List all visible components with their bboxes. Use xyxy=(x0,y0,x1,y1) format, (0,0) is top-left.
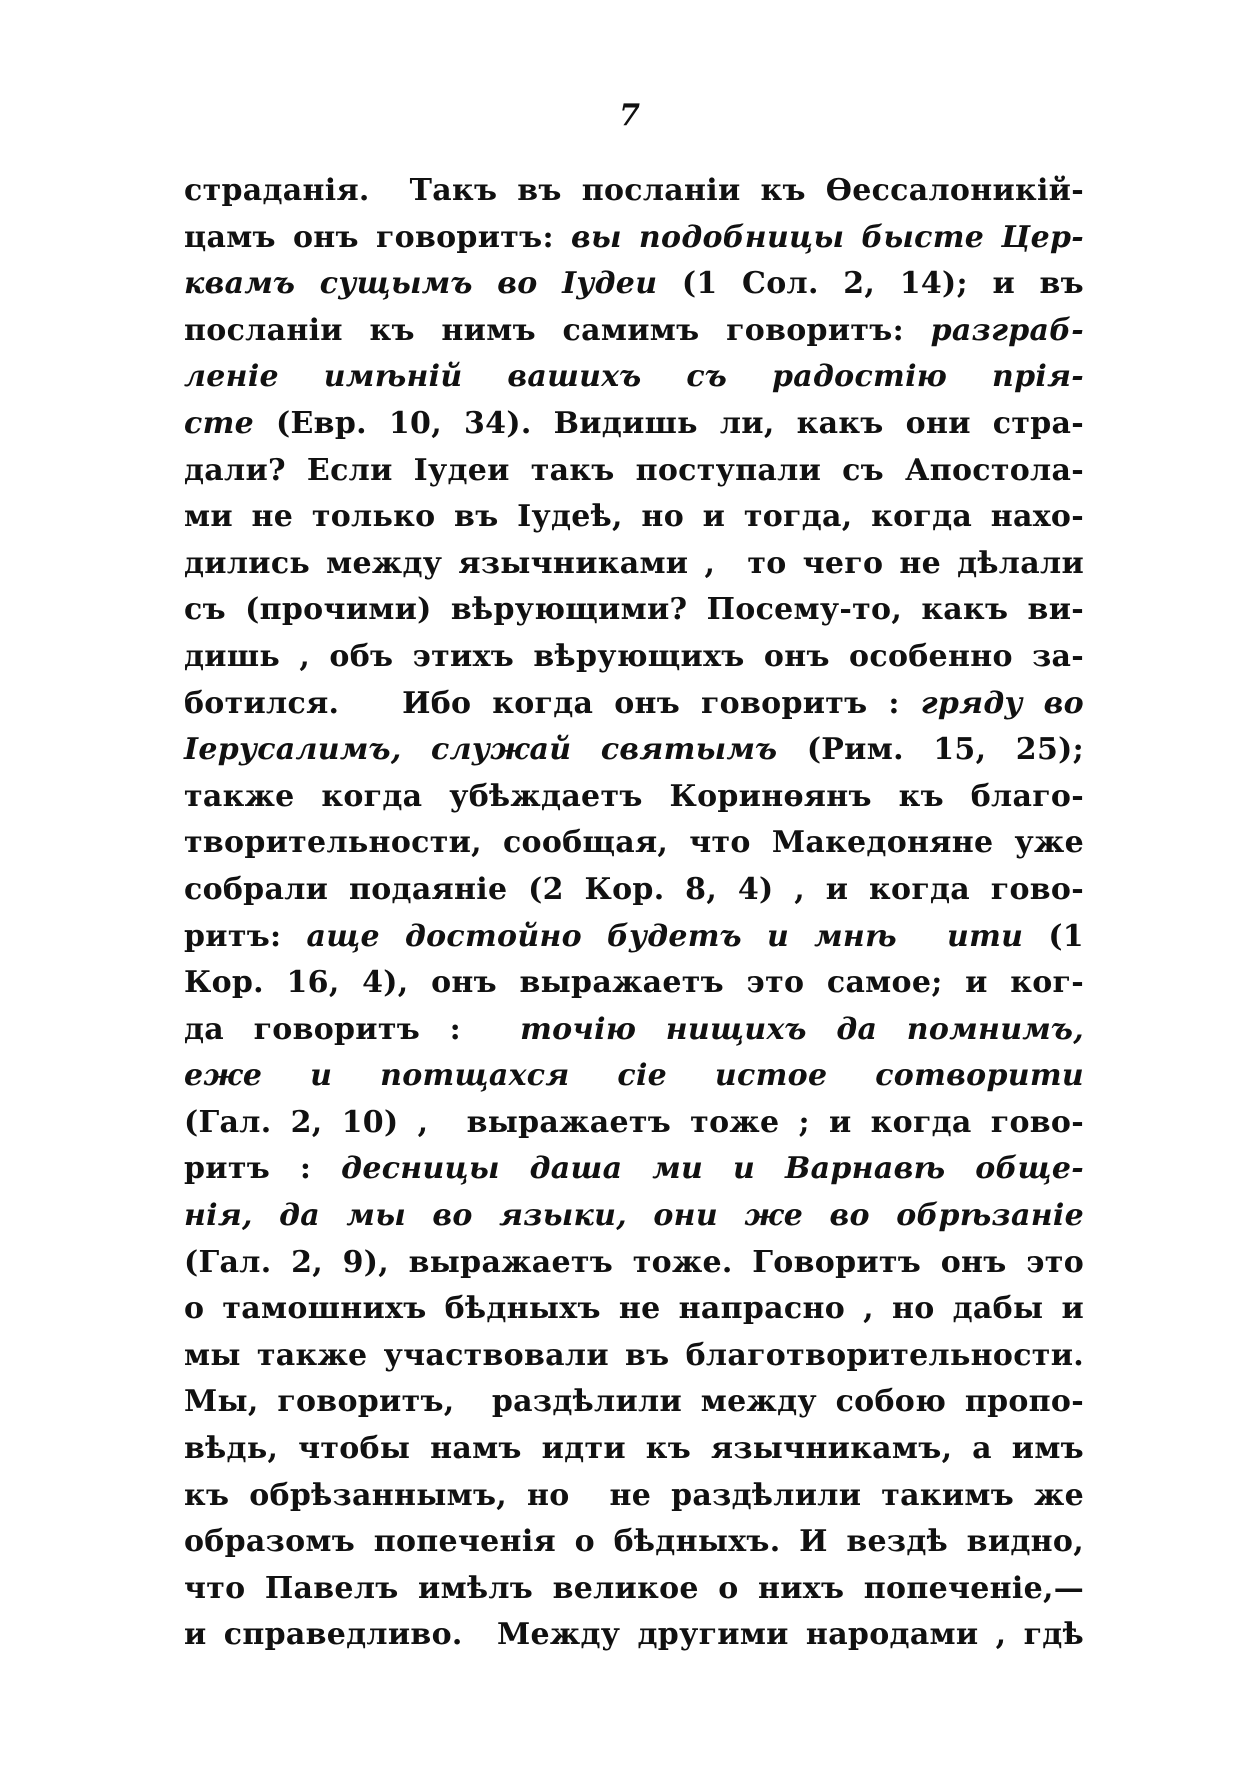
italic-quote: разграб- xyxy=(930,312,1084,348)
text-line xyxy=(184,587,1084,634)
text-line xyxy=(184,960,1084,1007)
text-line xyxy=(184,1100,1084,1147)
text-run: да говоритъ : xyxy=(184,1011,521,1047)
italic-quote: вы подобницы бысте Цер- xyxy=(570,219,1085,255)
text-line xyxy=(184,914,1084,961)
page-number: 7 xyxy=(619,98,640,133)
text-run: (1 xyxy=(1023,918,1084,954)
text-line xyxy=(184,261,1084,308)
italic-quote: леніе имѣній вашихъ съ радостію прія- xyxy=(184,359,1084,395)
text-line xyxy=(184,1193,1084,1240)
text-run: дились между язычниками , то чего не дѣлали xyxy=(184,545,1084,581)
text-run: вѣдь, чтобы намъ идти къ язычникамъ, а имъ xyxy=(184,1431,1084,1467)
text-run: ботился. Ибо когда онъ говоритъ : xyxy=(184,685,921,721)
text-line xyxy=(184,1053,1084,1100)
italic-quote: Іерусалимъ, служай святымъ xyxy=(184,732,778,768)
text-line xyxy=(184,168,1084,215)
italic-quote: аще достойно будетъ и мнѣ ити xyxy=(306,918,1024,954)
text-run: (Гал. 2, 9), выражаетъ тоже. Говоритъ онъ это xyxy=(184,1244,1084,1280)
italic-quote: десницы даша ми и Варнавѣ обще- xyxy=(341,1151,1084,1187)
text-run: посланіи къ нимъ самимъ говоритъ: xyxy=(184,312,931,348)
text-run: (Гал. 2, 10) , выражаетъ тоже ; и когда гово- xyxy=(184,1104,1084,1140)
text-run: образомъ попеченія о бѣдныхъ. И вездѣ видно, xyxy=(184,1524,1084,1560)
text-run: ритъ: xyxy=(184,918,307,954)
italic-quote: сте xyxy=(184,405,254,441)
text-run: (1 Сол. 2, 14); и въ xyxy=(657,266,1084,302)
text-run: также когда убѣждаетъ Коринөянъ къ благо- xyxy=(184,778,1084,814)
text-line xyxy=(184,1007,1084,1054)
italic-quote: еже и потщахся сіе истое сотворити xyxy=(184,1058,1084,1094)
text-line xyxy=(184,867,1084,914)
text-line xyxy=(184,774,1084,821)
text-line xyxy=(184,448,1084,495)
text-line xyxy=(184,1426,1084,1473)
text-line xyxy=(184,727,1084,774)
text-run: (Евр. 10, 34). Видишь ли, какъ они стра- xyxy=(254,405,1084,441)
italic-quote: гряду во xyxy=(920,685,1084,721)
text-line xyxy=(184,308,1084,355)
text-run: Кор. 16, 4), онъ выражаетъ это самое; и ког- xyxy=(184,965,1084,1001)
text-line xyxy=(184,1612,1084,1659)
text-line xyxy=(184,215,1084,262)
text-run: страданія. Такъ въ посланіи къ Өессалоникій- xyxy=(184,173,1084,208)
text-run: собрали подаяніе (2 Кор. 8, 4) , и когда гово- xyxy=(184,871,1084,907)
text-run: мы также участвовали въ благотворительности. xyxy=(184,1337,1084,1373)
body-text xyxy=(184,168,1084,1659)
text-line xyxy=(184,1473,1084,1520)
text-line xyxy=(184,820,1084,867)
text-line xyxy=(184,634,1084,681)
italic-quote: точію нищихъ да помнимъ, xyxy=(520,1011,1084,1047)
text-line xyxy=(184,401,1084,448)
text-run: творительности, сообщая, что Македоняне уже xyxy=(184,825,1084,861)
text-run: съ (прочими) вѣрующими? Посему-то, какъ ви- xyxy=(184,592,1084,628)
text-line xyxy=(184,541,1084,588)
text-run: цамъ онъ говоритъ: xyxy=(184,219,571,255)
text-line xyxy=(184,1519,1084,1566)
text-line xyxy=(184,1146,1084,1193)
text-run: о тамошнихъ бѣдныхъ не напрасно , но дабы и xyxy=(184,1291,1084,1327)
text-run: ми не только въ Іудеѣ, но и тогда, когда нахо- xyxy=(184,499,1084,535)
text-run: что Павелъ имѣлъ великое о нихъ попеченіе,— xyxy=(184,1570,1084,1606)
text-line xyxy=(184,681,1084,728)
italic-quote: нія, да мы во языки, они же во обрѣзаніе xyxy=(184,1198,1084,1234)
text-line xyxy=(184,1333,1084,1380)
text-line xyxy=(184,494,1084,541)
text-run: и справедливо. Между другими народами , гдѣ xyxy=(184,1617,1084,1653)
text-line xyxy=(184,1240,1084,1287)
text-run: дишь , объ этихъ вѣрующихъ онъ особенно за- xyxy=(184,638,1084,674)
text-run: дали? Если Іудеи такъ поступали съ Апостола- xyxy=(184,452,1084,488)
text-run: ритъ : xyxy=(184,1151,342,1187)
text-run: Мы, говоритъ, раздѣлили между собою пропо- xyxy=(184,1384,1084,1420)
text-line xyxy=(184,1379,1084,1426)
italic-quote: квамъ сущымъ во Іудеи xyxy=(184,266,658,302)
text-run: (Рим. 15, 25); xyxy=(777,732,1084,768)
text-line xyxy=(184,354,1084,401)
text-line xyxy=(184,1566,1084,1613)
text-line xyxy=(184,1286,1084,1333)
text-run: къ обрѣзаннымъ, но не раздѣлили такимъ же xyxy=(184,1477,1084,1513)
